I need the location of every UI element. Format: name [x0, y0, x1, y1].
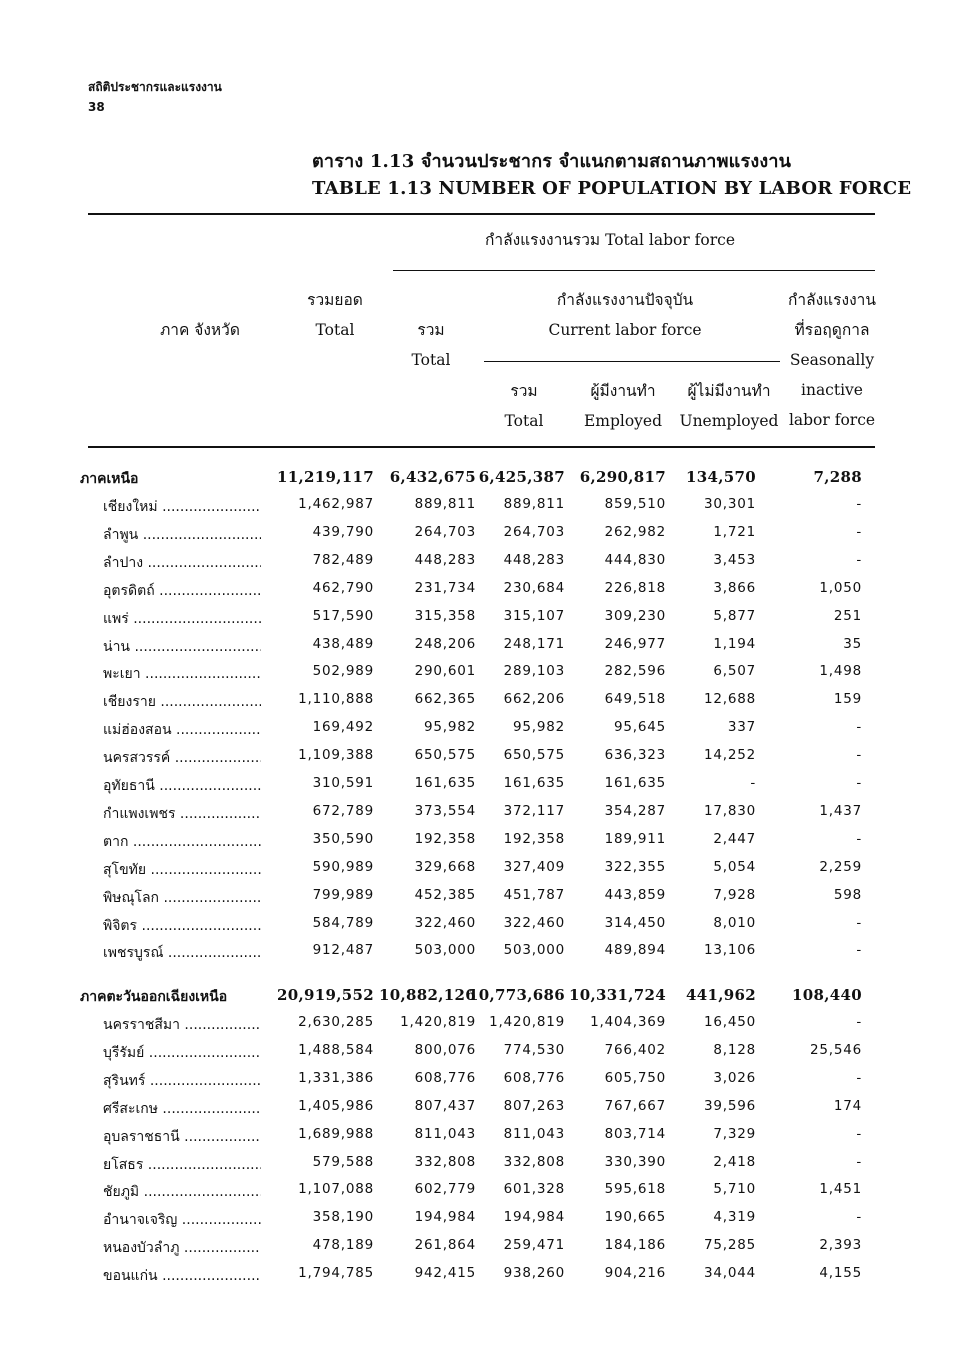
- cell-col-3: 444,830: [604, 551, 666, 568]
- cell-col-1: 811,043: [414, 1125, 476, 1142]
- province-name: พิษณุโลก .....: [103, 887, 261, 909]
- cell-col-4: 3,453: [713, 551, 756, 568]
- cell-col-5: -: [856, 523, 862, 540]
- cell-col-1: 807,437: [414, 1097, 476, 1114]
- table-row: [0, 1154, 966, 1182]
- cell-col-3: 904,216: [604, 1265, 666, 1282]
- cell-col-5: -: [856, 1153, 862, 1170]
- table-row: [0, 636, 966, 664]
- cell-col-0: 782,489: [312, 551, 374, 568]
- province-name: พิจิตร .....: [103, 915, 261, 937]
- cell-col-0: 439,790: [312, 523, 374, 540]
- cell-col-1: 10,882,126: [379, 986, 476, 1004]
- cell-col-1: 322,460: [414, 914, 476, 931]
- province-name: ลำปาง .....: [103, 552, 261, 574]
- table-row: [0, 942, 966, 970]
- cell-col-3: 161,635: [604, 775, 666, 791]
- cell-col-4: 14,252: [703, 747, 756, 764]
- cell-col-3: 314,450: [604, 914, 666, 931]
- cell-col-0: 462,790: [312, 579, 374, 596]
- header-lf-total: รวม Total: [411, 321, 451, 369]
- cell-col-2: 264,703: [503, 523, 565, 540]
- cell-col-3: 226,818: [604, 579, 666, 596]
- cell-col-1: 231,734: [414, 579, 476, 596]
- province-name: อุตรดิตถ์ .....: [103, 580, 261, 602]
- cell-col-1: 95,982: [423, 719, 476, 736]
- cell-col-0: 1,462,987: [298, 496, 374, 512]
- region-row: [0, 468, 966, 496]
- province-name: อุทัยธานี .....: [103, 775, 261, 797]
- cell-col-0: 1,107,088: [298, 1181, 374, 1198]
- cell-col-4: 4,319: [713, 1209, 756, 1226]
- cell-col-3: 443,859: [604, 886, 666, 903]
- cell-col-5: -: [856, 747, 862, 764]
- table-row: [0, 1126, 966, 1154]
- cell-col-5: -: [856, 719, 862, 736]
- cell-col-4: 13,106: [703, 942, 756, 959]
- cell-col-0: 1,110,888: [298, 691, 374, 708]
- province-name: พะเยา .....: [103, 663, 261, 685]
- cell-col-1: 608,776: [414, 1069, 476, 1086]
- cell-col-2: 650,575: [503, 747, 565, 764]
- cell-col-1: 650,575: [414, 747, 476, 764]
- cell-col-0: 584,789: [312, 914, 374, 931]
- book-title: สถิติประชากรและแรงงาน: [88, 80, 222, 94]
- cell-col-1: 452,385: [414, 886, 476, 903]
- cell-col-0: 478,189: [312, 1237, 374, 1254]
- cell-col-4: 30,301: [703, 496, 756, 512]
- table-row: [0, 859, 966, 887]
- cell-col-2: 503,000: [503, 942, 565, 959]
- cell-col-2: 161,635: [503, 775, 565, 791]
- cell-col-2: 372,117: [503, 802, 565, 819]
- cell-col-1: 448,283: [414, 551, 476, 568]
- cell-col-0: 1,488,584: [298, 1041, 374, 1058]
- cell-col-5: -: [856, 775, 862, 791]
- cell-col-4: 5,054: [713, 858, 756, 875]
- table-row: [0, 887, 966, 915]
- cell-col-4: 337: [727, 719, 756, 736]
- cell-col-5: -: [856, 1125, 862, 1142]
- cell-col-3: 184,186: [604, 1237, 666, 1254]
- cell-col-3: 246,977: [604, 635, 666, 652]
- region-row: [0, 986, 966, 1014]
- cell-col-5: 35: [843, 635, 862, 652]
- cell-col-4: 134,570: [686, 468, 756, 486]
- cell-col-5: 598: [833, 886, 862, 903]
- cell-col-1: 248,206: [414, 635, 476, 652]
- table-title-thai: ตาราง 1.13 จำนวนประชากร จำแนกตามสถานภาพแรงงาน: [312, 151, 792, 172]
- cell-col-5: -: [856, 942, 862, 959]
- region-name: ภาคตะวันออกเฉียงเหนือ: [80, 989, 228, 1005]
- cell-col-0: 310,591: [312, 775, 374, 791]
- current-labor-force-rule: [484, 361, 780, 362]
- cell-col-5: 4,155: [819, 1265, 862, 1282]
- province-name: เชียงราย .....: [103, 691, 261, 713]
- cell-col-5: 1,050: [819, 579, 862, 596]
- table-row: [0, 747, 966, 775]
- cell-col-2: 889,811: [503, 496, 565, 512]
- cell-col-3: 1,404,369: [590, 1014, 666, 1030]
- province-name: บุรีรัมย์ .....: [103, 1042, 261, 1064]
- table-row: [0, 1042, 966, 1070]
- cell-col-0: 1,109,388: [298, 747, 374, 764]
- cell-col-3: 803,714: [604, 1125, 666, 1142]
- province-name: ขอนแก่น .....: [103, 1265, 261, 1287]
- cell-col-1: 329,668: [414, 858, 476, 875]
- cell-col-1: 602,779: [414, 1181, 476, 1198]
- cell-col-4: 3,866: [713, 579, 756, 596]
- province-name: น่าน .....: [103, 636, 261, 658]
- table-row: [0, 1209, 966, 1237]
- cell-col-4: 1,721: [713, 523, 756, 540]
- cell-col-0: 1,405,986: [298, 1097, 374, 1114]
- province-name: กำแพงเพชร .....: [103, 803, 261, 825]
- cell-col-3: 282,596: [604, 663, 666, 680]
- cell-col-4: 6,507: [713, 663, 756, 680]
- province-name: แม่ฮ่องสอน .....: [103, 719, 261, 741]
- cell-col-3: 10,331,724: [569, 986, 666, 1004]
- cell-col-5: 1,451: [819, 1181, 862, 1198]
- cell-col-1: 800,076: [414, 1041, 476, 1058]
- cell-col-4: -: [750, 775, 756, 791]
- cell-col-4: 75,285: [703, 1237, 756, 1254]
- cell-col-2: 194,984: [503, 1209, 565, 1226]
- cell-col-1: 161,635: [414, 775, 476, 791]
- cell-col-4: 5,877: [713, 607, 756, 624]
- table-row: [0, 719, 966, 747]
- table-row: [0, 831, 966, 859]
- province-name: แพร่ .....: [103, 608, 261, 630]
- province-name: นครราชสีมา .....: [103, 1014, 261, 1036]
- province-name: เชียงใหม่ .....: [103, 496, 261, 518]
- cell-col-5: -: [856, 1014, 862, 1030]
- province-name: ตาก .....: [103, 831, 261, 853]
- cell-col-5: 25,546: [809, 1041, 862, 1058]
- cell-col-5: 1,437: [819, 802, 862, 819]
- cell-col-5: -: [856, 1069, 862, 1086]
- cell-col-3: 330,390: [604, 1153, 666, 1170]
- province-name: นครสวรรค์ .....: [103, 747, 261, 769]
- table-row: [0, 552, 966, 580]
- cell-col-0: 11,219,117: [277, 468, 374, 486]
- header-clf-total: รวม Total: [504, 382, 544, 430]
- cell-col-2: 230,684: [503, 579, 565, 596]
- cell-col-2: 1,420,819: [489, 1014, 565, 1030]
- header-total-labor-force: กำลังแรงงานรวม Total labor force: [484, 231, 736, 249]
- table-row: [0, 608, 966, 636]
- cell-col-2: 259,471: [503, 1237, 565, 1254]
- cell-col-4: 5,710: [713, 1181, 756, 1198]
- cell-col-0: 358,190: [312, 1209, 374, 1226]
- cell-col-0: 1,794,785: [298, 1265, 374, 1282]
- header-region-province: ภาค จังหวัด: [160, 321, 240, 339]
- cell-col-4: 34,044: [703, 1265, 756, 1282]
- cell-col-3: 309,230: [604, 607, 666, 624]
- cell-col-2: 192,358: [503, 830, 565, 847]
- province-name: ชัยภูมิ .....: [103, 1181, 261, 1203]
- cell-col-3: 636,323: [604, 747, 666, 764]
- cell-col-1: 192,358: [414, 830, 476, 847]
- cell-col-0: 799,989: [312, 886, 374, 903]
- cell-col-2: 448,283: [503, 551, 565, 568]
- cell-col-1: 373,554: [414, 802, 476, 819]
- cell-col-4: 7,329: [713, 1125, 756, 1142]
- cell-col-1: 942,415: [414, 1265, 476, 1282]
- cell-col-5: 2,259: [819, 858, 862, 875]
- cell-col-2: 248,171: [503, 635, 565, 652]
- cell-col-3: 595,618: [604, 1181, 666, 1198]
- cell-col-4: 7,928: [713, 886, 756, 903]
- table-row: [0, 915, 966, 943]
- cell-col-3: 859,510: [604, 496, 666, 512]
- top-rule: [88, 213, 875, 215]
- cell-col-5: -: [856, 830, 862, 847]
- cell-col-2: 289,103: [503, 663, 565, 680]
- province-name: เพชรบูรณ์ .....: [103, 942, 261, 964]
- cell-col-0: 169,492: [312, 719, 374, 736]
- cell-col-4: 17,830: [703, 802, 756, 819]
- cell-col-0: 579,588: [312, 1153, 374, 1170]
- cell-col-2: 315,107: [503, 607, 565, 624]
- table-row: [0, 803, 966, 831]
- table-row: [0, 1070, 966, 1098]
- cell-col-5: 1,498: [819, 663, 862, 680]
- table-row: [0, 1237, 966, 1265]
- table-row: [0, 663, 966, 691]
- header-seasonal: กำลังแรงงาน ที่รอฤดูกาล Seasonally inactive labor force: [788, 291, 876, 429]
- table-row: [0, 1014, 966, 1042]
- cell-col-3: 190,665: [604, 1209, 666, 1226]
- table-row: [0, 1181, 966, 1209]
- header-current-labor-force: กำลังแรงงานปัจจุบัน Current labor force: [548, 291, 702, 339]
- header-unemployed: ผู้ไม่มีงานทำ Unemployed: [679, 382, 779, 430]
- cell-col-0: 1,331,386: [298, 1069, 374, 1086]
- cell-col-0: 517,590: [312, 607, 374, 624]
- cell-col-5: 7,288: [813, 468, 862, 486]
- cell-col-3: 322,355: [604, 858, 666, 875]
- cell-col-2: 451,787: [503, 886, 565, 903]
- labor-force-rule: [393, 270, 875, 271]
- cell-col-1: 332,808: [414, 1153, 476, 1170]
- cell-col-1: 315,358: [414, 607, 476, 624]
- cell-col-1: 889,811: [414, 496, 476, 512]
- province-name: สุโขทัย .....: [103, 859, 261, 881]
- table-row: [0, 775, 966, 803]
- cell-col-4: 8,128: [713, 1041, 756, 1058]
- cell-col-2: 322,460: [503, 914, 565, 931]
- cell-col-5: 108,440: [792, 986, 862, 1004]
- cell-col-2: 601,328: [503, 1181, 565, 1198]
- cell-col-4: 12,688: [703, 691, 756, 708]
- table-row: [0, 1265, 966, 1293]
- cell-col-3: 262,982: [604, 523, 666, 540]
- cell-col-2: 6,425,387: [478, 468, 565, 486]
- cell-col-5: 2,393: [819, 1237, 862, 1254]
- cell-col-3: 766,402: [604, 1041, 666, 1058]
- cell-col-3: 649,518: [604, 691, 666, 708]
- cell-col-5: -: [856, 496, 862, 512]
- cell-col-3: 95,645: [613, 719, 666, 736]
- cell-col-4: 3,026: [713, 1069, 756, 1086]
- cell-col-1: 290,601: [414, 663, 476, 680]
- cell-col-2: 332,808: [503, 1153, 565, 1170]
- header-employed: ผู้มีงานทำ Employed: [583, 382, 663, 430]
- province-name: อุบลราชธานี .....: [103, 1126, 261, 1148]
- cell-col-1: 6,432,675: [389, 468, 476, 486]
- cell-col-1: 662,365: [414, 691, 476, 708]
- cell-col-2: 662,206: [503, 691, 565, 708]
- cell-col-5: 174: [833, 1097, 862, 1114]
- cell-col-4: 39,596: [703, 1097, 756, 1114]
- cell-col-5: -: [856, 914, 862, 931]
- cell-col-0: 672,789: [312, 802, 374, 819]
- cell-col-1: 264,703: [414, 523, 476, 540]
- cell-col-3: 605,750: [604, 1069, 666, 1086]
- cell-col-4: 2,418: [713, 1153, 756, 1170]
- header-grand-total: รวมยอด Total: [307, 291, 363, 339]
- cell-col-0: 590,989: [312, 858, 374, 875]
- cell-col-2: 327,409: [503, 858, 565, 875]
- cell-col-5: -: [856, 1209, 862, 1226]
- page-number: 38: [88, 100, 105, 114]
- cell-col-4: 441,962: [686, 986, 756, 1004]
- cell-col-0: 350,590: [312, 830, 374, 847]
- table-title-english: TABLE 1.13 NUMBER OF POPULATION BY LABOR FORCE: [312, 178, 912, 199]
- cell-col-5: -: [856, 551, 862, 568]
- table-row: [0, 524, 966, 552]
- cell-col-5: 159: [833, 691, 862, 708]
- cell-col-1: 194,984: [414, 1209, 476, 1226]
- province-name: หนองบัวลำภู .....: [103, 1237, 261, 1259]
- region-name: ภาคเหนือ: [80, 471, 139, 487]
- cell-col-1: 261,864: [414, 1237, 476, 1254]
- cell-col-0: 438,489: [312, 635, 374, 652]
- table-row: [0, 496, 966, 524]
- cell-col-4: 1,194: [713, 635, 756, 652]
- cell-col-2: 95,982: [512, 719, 565, 736]
- province-name: อำนาจเจริญ .....: [103, 1209, 261, 1231]
- cell-col-1: 503,000: [414, 942, 476, 959]
- cell-col-2: 807,263: [503, 1097, 565, 1114]
- cell-col-3: 767,667: [604, 1097, 666, 1114]
- cell-col-5: 251: [833, 607, 862, 624]
- cell-col-3: 354,287: [604, 802, 666, 819]
- table-row: [0, 1098, 966, 1126]
- cell-col-3: 489,894: [604, 942, 666, 959]
- cell-col-4: 16,450: [703, 1014, 756, 1030]
- cell-col-0: 502,989: [312, 663, 374, 680]
- table-row: [0, 691, 966, 719]
- cell-col-0: 2,630,285: [298, 1014, 374, 1030]
- cell-col-2: 811,043: [503, 1125, 565, 1142]
- cell-col-3: 189,911: [604, 830, 666, 847]
- cell-col-2: 608,776: [503, 1069, 565, 1086]
- cell-col-0: 20,919,552: [277, 986, 374, 1004]
- cell-col-3: 6,290,817: [579, 468, 666, 486]
- province-name: ศรีสะเกษ .....: [103, 1098, 261, 1120]
- header-bottom-rule: [88, 446, 875, 448]
- cell-col-2: 10,773,686: [468, 986, 565, 1004]
- cell-col-1: 1,420,819: [400, 1014, 476, 1030]
- table-row: [0, 580, 966, 608]
- cell-col-2: 774,530: [503, 1041, 565, 1058]
- cell-col-0: 912,487: [312, 942, 374, 959]
- cell-col-2: 938,260: [503, 1265, 565, 1282]
- province-name: ลำพูน .....: [103, 524, 261, 546]
- cell-col-4: 8,010: [713, 914, 756, 931]
- province-name: ยโสธร .....: [103, 1154, 261, 1176]
- cell-col-0: 1,689,988: [298, 1125, 374, 1142]
- cell-col-4: 2,447: [713, 830, 756, 847]
- province-name: สุรินทร์ .....: [103, 1070, 261, 1092]
